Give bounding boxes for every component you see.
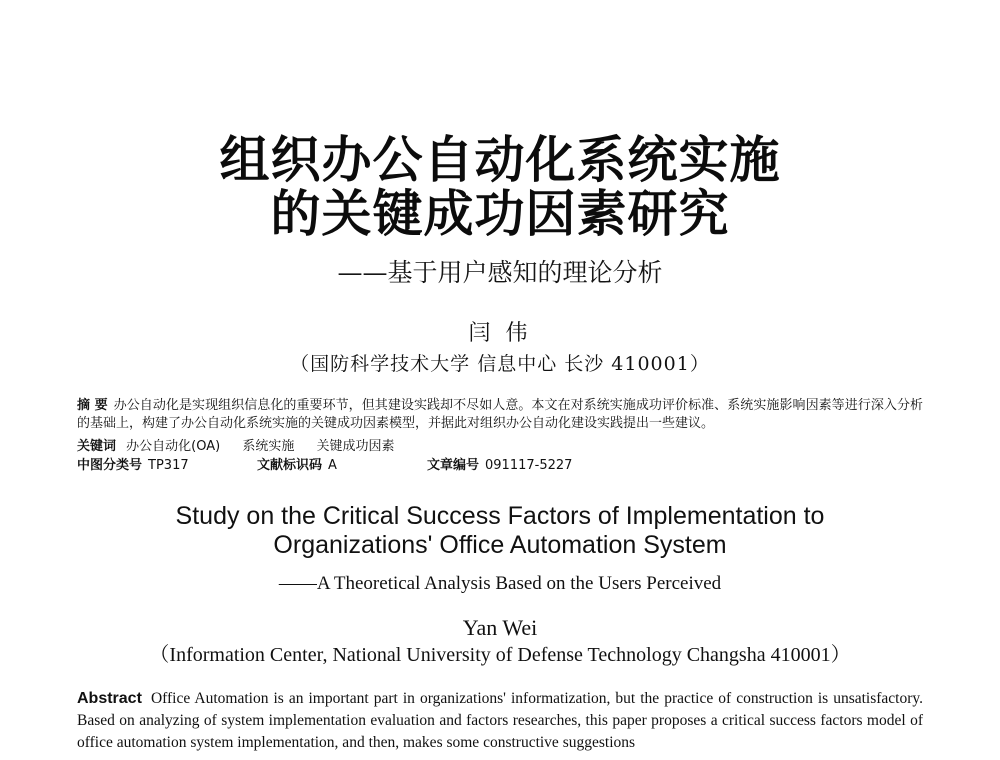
affiliation-en: （Information Center, National University of Defense Technology Changsha 410001） bbox=[149, 644, 851, 666]
title-cn-line1: 组织办公自动化系统实施 bbox=[219, 131, 781, 189]
doc-code-label: 文献标识码 bbox=[257, 458, 323, 473]
abstract-en-text: Office Automation is an important part in organizations' informatization, but the practice of construction is unsatisfactory. Based on analyzing of system implementation evaluation and factors researches, this paper proposes a critical success factors model of office automation system implementation, and then, makes some constructive suggestions bbox=[77, 690, 924, 751]
clc-group bbox=[77, 457, 257, 475]
article-no-group bbox=[427, 457, 572, 475]
title-en-line2: Organizations' Office Automation System bbox=[273, 531, 727, 559]
title-cn-line2: 的关键成功因素研究 bbox=[270, 185, 730, 243]
title-en-line1: Study on the Critical Success Factors of Implementation to bbox=[175, 502, 825, 530]
doc-code-group bbox=[257, 457, 427, 475]
author-en: Yan Wei bbox=[462, 615, 538, 640]
clc-value: TP317 bbox=[148, 458, 189, 473]
keyword-item: 系统实施 bbox=[242, 439, 295, 454]
keywords-cn bbox=[77, 438, 923, 456]
classification-cn bbox=[77, 457, 923, 475]
abstract-cn-text: 办公自动化是实现组织信息化的重要环节，但其建设实践却不尽如人意。本文在对系统实施成功评价标准、系统实施影响因素等进行深入分析的基础上，构建了办公自动化系统实施的关键成功因素模型，并据此对组织办公自动化建设实践提出一些建议。 bbox=[77, 398, 923, 431]
clc-label: 中图分类号 bbox=[77, 458, 143, 473]
abstract-en-label: Abstract bbox=[77, 690, 142, 707]
abstract-cn bbox=[77, 397, 923, 433]
keyword-item: 关键成功因素 bbox=[316, 439, 395, 454]
abstract-en bbox=[77, 688, 923, 754]
abstract-cn-label: 摘 要 bbox=[77, 398, 108, 413]
doc-code-value: A bbox=[328, 458, 337, 473]
article-no-value: 091117-5227 bbox=[485, 458, 573, 473]
article-no-label: 文章编号 bbox=[427, 458, 480, 473]
subtitle-cn: ——基于用户感知的理论分析 bbox=[337, 258, 663, 287]
keyword-item: 办公自动化(OA) bbox=[126, 439, 221, 454]
subtitle-en: ——A Theoretical Analysis Based on the Users Perceived bbox=[278, 573, 722, 594]
affiliation-cn: （国防科学技术大学 信息中心 长沙 410001） bbox=[290, 353, 710, 375]
keywords-cn-label: 关键词 bbox=[77, 439, 117, 454]
author-cn: 闫 伟 bbox=[468, 321, 532, 346]
